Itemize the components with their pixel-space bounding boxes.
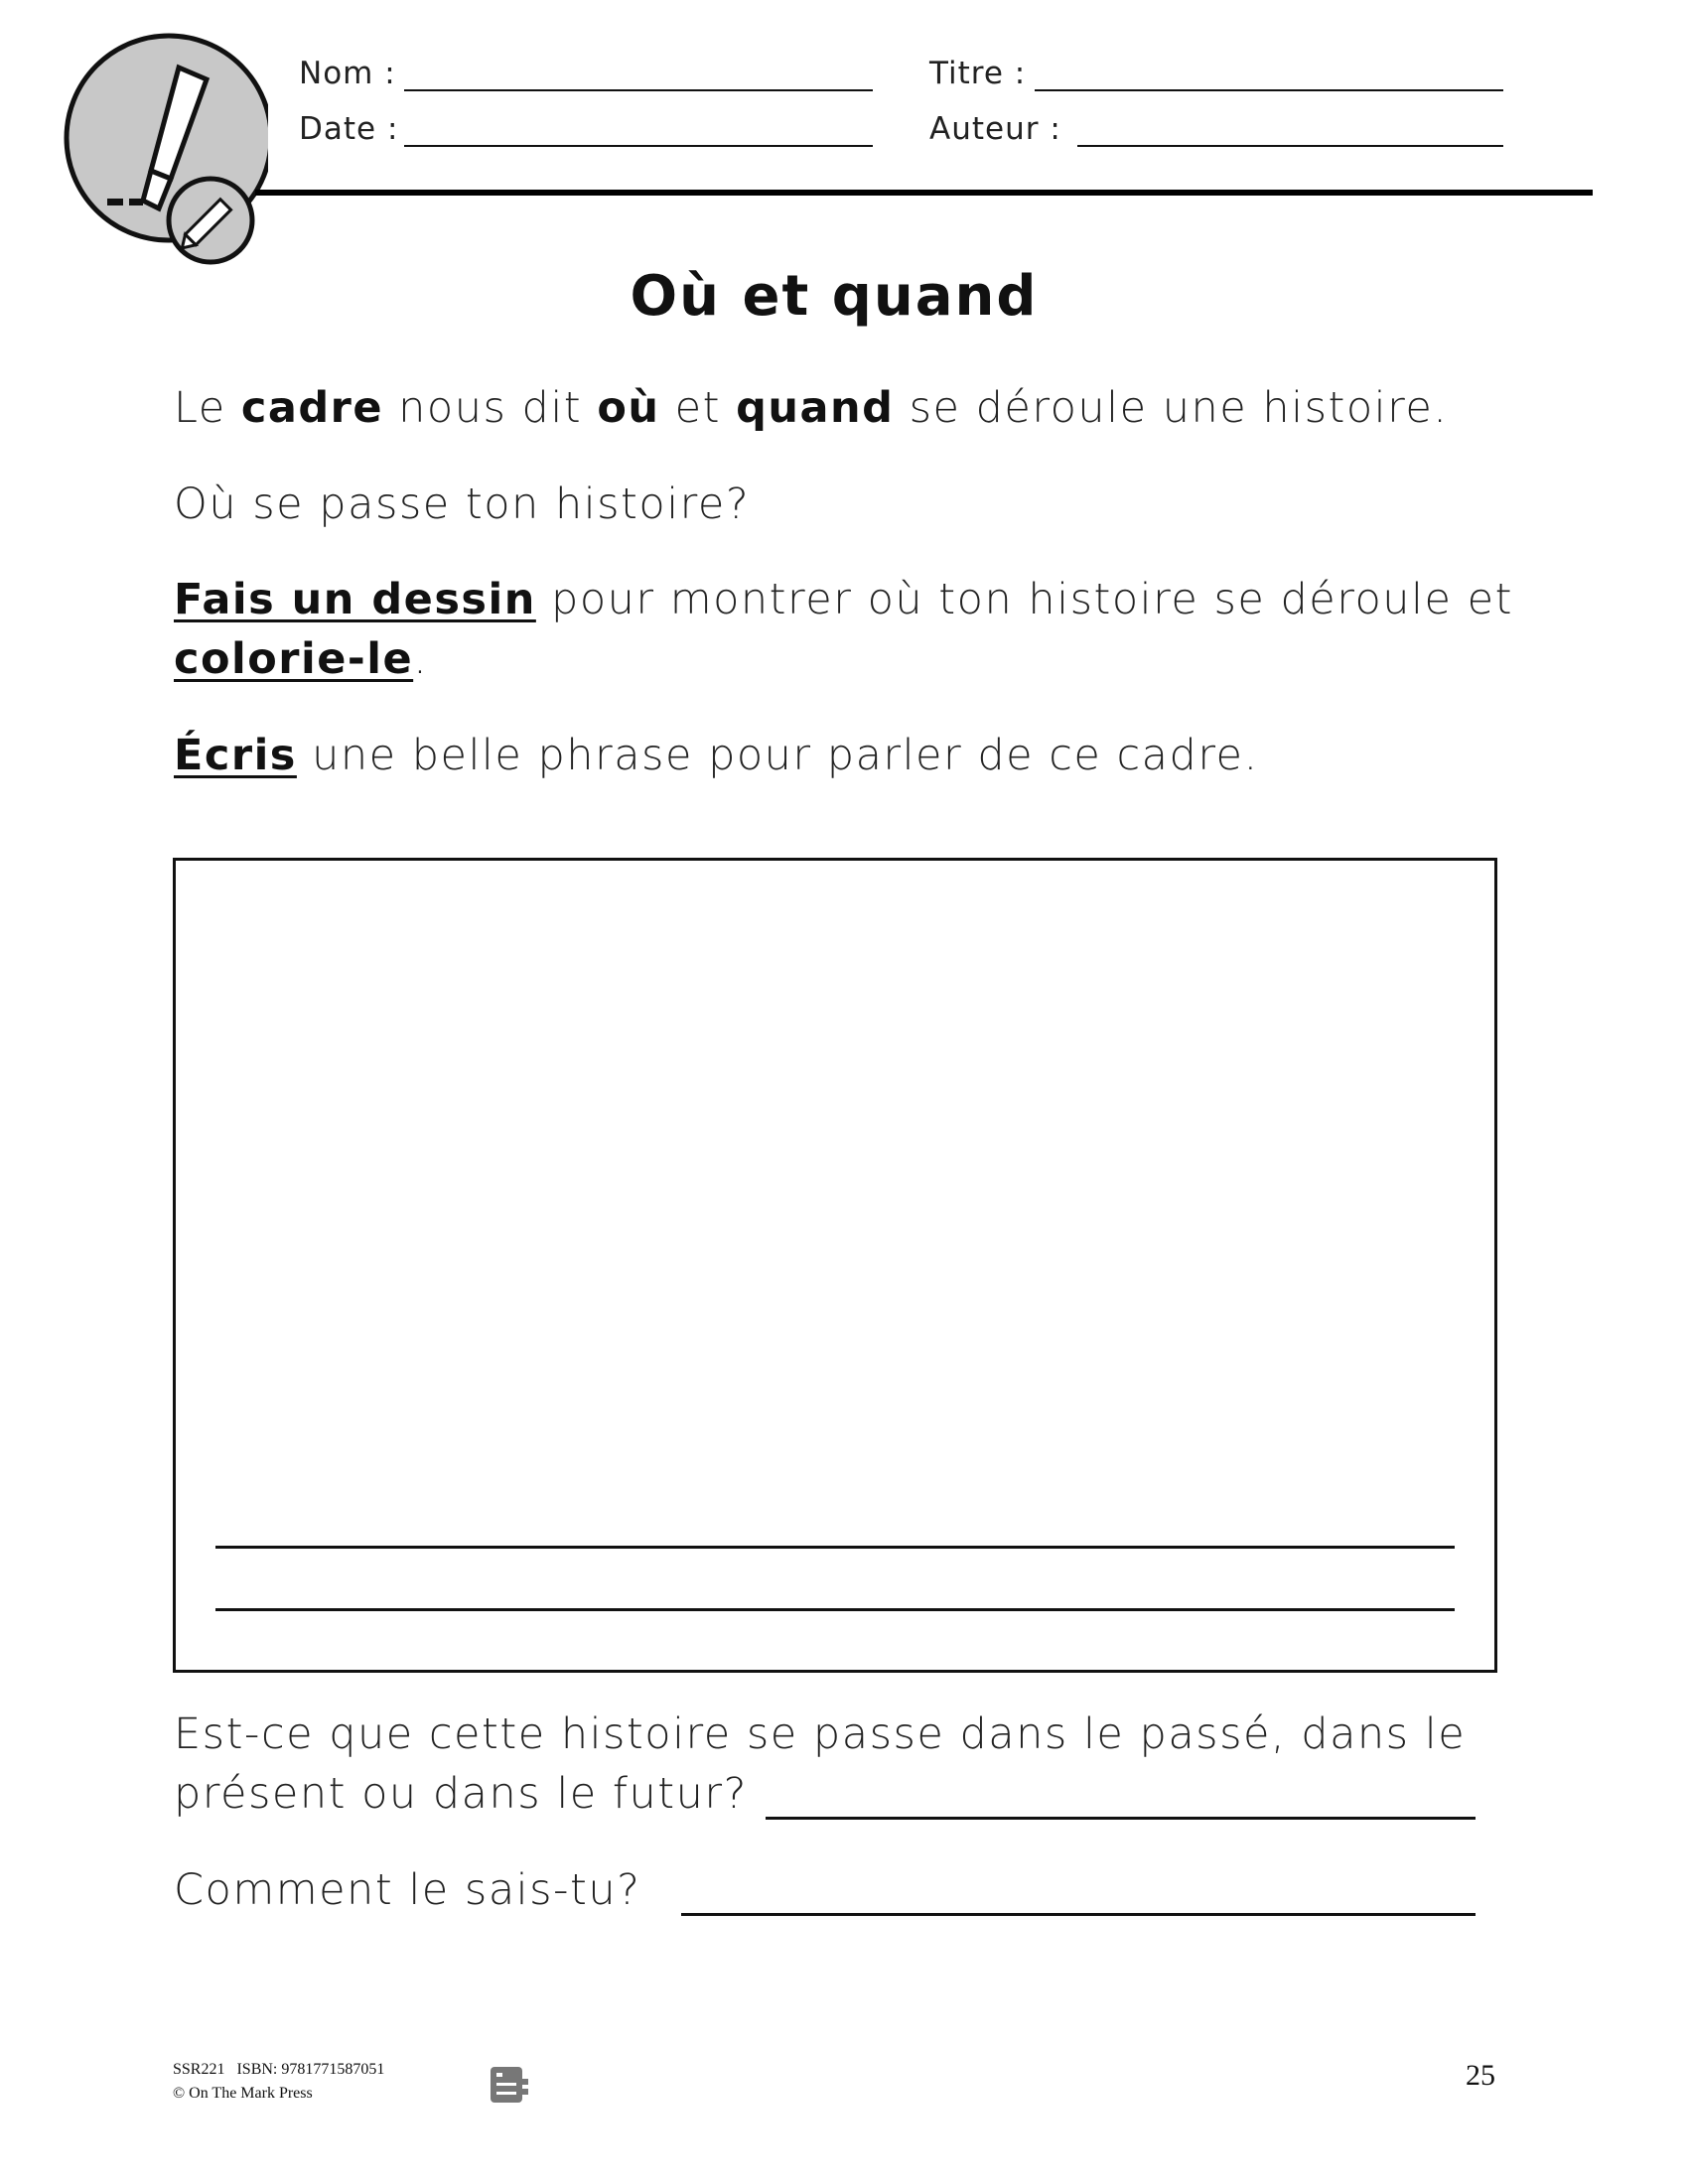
author-label: Auteur :	[929, 111, 1061, 147]
sentence-line-1[interactable]	[215, 1546, 1455, 1549]
time-answer-line[interactable]	[766, 1817, 1476, 1820]
how-answer-line[interactable]	[681, 1913, 1476, 1916]
question-time-line2: présent ou dans le futur?	[174, 1769, 748, 1819]
question-where: Où se passe ton histoire?	[174, 479, 751, 529]
name-field[interactable]	[404, 89, 873, 91]
instruction-draw-cont: colorie-le.	[174, 634, 429, 684]
question-time-line1: Est-ce que cette histoire se passe dans le passé, dans le	[174, 1709, 1467, 1759]
book-stack-icon	[489, 2065, 532, 2105]
page-number: 25	[1466, 2059, 1495, 2092]
date-field[interactable]	[404, 145, 873, 147]
instruction-draw: Fais un dessin pour montrer où ton histoire se déroule et	[174, 575, 1513, 624]
footer-copyright: © On The Mark Press	[173, 2085, 313, 2102]
title-label: Titre :	[929, 56, 1027, 91]
sentence-line-2[interactable]	[215, 1608, 1455, 1611]
author-field[interactable]	[1077, 145, 1503, 147]
name-label: Nom :	[299, 56, 396, 91]
question-how: Comment le sais-tu?	[174, 1865, 641, 1915]
title-field[interactable]	[1035, 89, 1503, 91]
footer-code: SSR221 ISBN: 9781771587051	[173, 2061, 385, 2078]
date-label: Date :	[299, 111, 399, 147]
intro-text: Le cadre nous dit où et quand se déroule une histoire.	[174, 383, 1449, 433]
instruction-write: Écris une belle phrase pour parler de ce cadre.	[174, 731, 1259, 780]
header-rule	[255, 190, 1593, 196]
highlighter-pencil-icon	[60, 30, 268, 268]
drawing-box[interactable]	[173, 858, 1497, 1673]
page-title: Où et quand	[630, 264, 1039, 329]
